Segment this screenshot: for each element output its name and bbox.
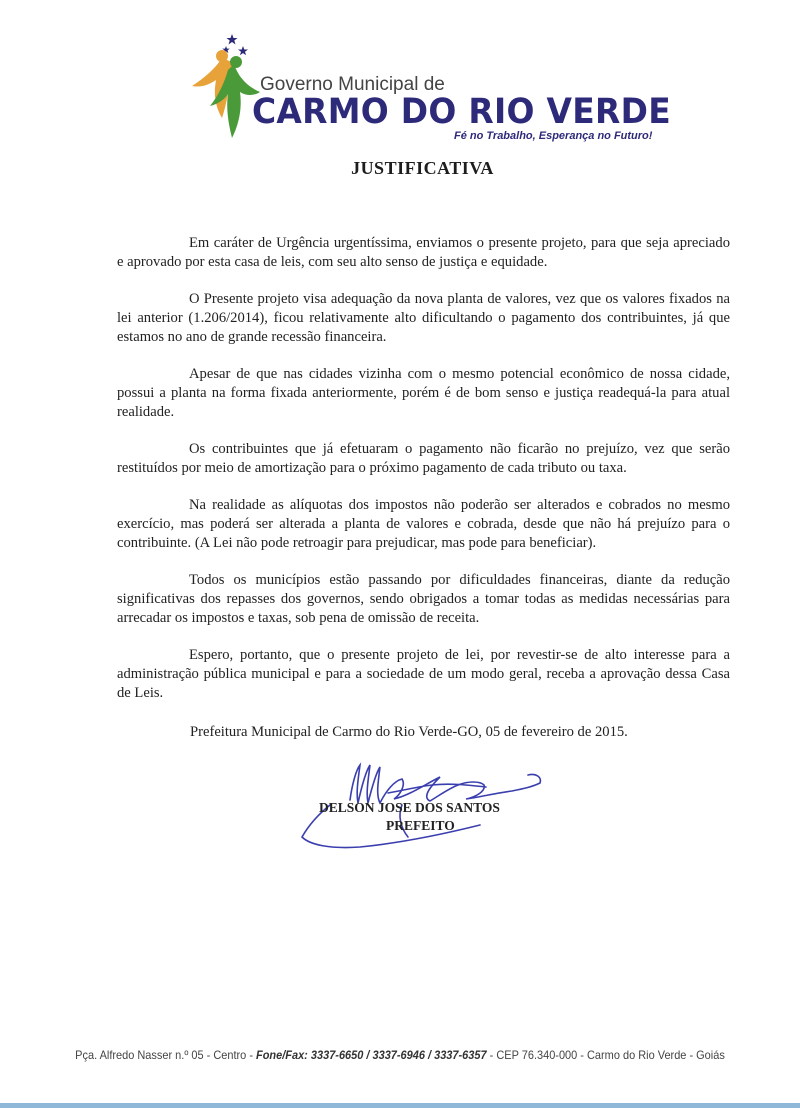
footer-cep-city: - CEP 76.340-000 - Carmo do Rio Verde - Goiás bbox=[486, 1048, 725, 1062]
signatory-name: DELSON JOSE DOS SANTOS bbox=[319, 800, 500, 815]
paragraph: Os contribuintes que já efetuaram o pagamento não ficarão no prejuízo, vez que serão restituídos por meio de amortização para o próximo pagamento de cada tributo ou taxa. bbox=[117, 441, 730, 476]
logo-slogan: Fé no Trabalho, Esperança no Futuro! bbox=[454, 130, 653, 142]
document-body bbox=[117, 234, 730, 721]
paragraph: Apesar de que nas cidades vizinha com o mesmo potencial econômico de nossa cidade, possui a planta na forma fixada anteriormente, porém é de bom senso e justiça readequá-la para atual realidade. bbox=[117, 366, 730, 420]
date-location-line: Prefeitura Municipal de Carmo do Rio Verde-GO, 05 de fevereiro de 2015. bbox=[190, 724, 628, 740]
paragraph: Todos os municípios estão passando por dificuldades financeiras, diante da redução significativas dos repasses dos governos, sendo obrigados a tomar todas as medidas necessárias para arrecadar os impostos e taxas, sob pena de omissão de receita. bbox=[117, 572, 730, 626]
paragraph: O Presente projeto visa adequação da nova planta de valores, vez que os valores fixados na lei anterior (1.206/2014), ficou relativamente alto dificultando o pagamento dos contribuintes, já que estamos no ano de grande recessão financeira. bbox=[117, 291, 730, 345]
footer-street: Pça. Alfredo Nasser n.º 05 - Centro - bbox=[75, 1048, 257, 1062]
municipal-logo bbox=[186, 30, 671, 150]
signatory-role: PREFEITO bbox=[386, 818, 455, 833]
paragraph: Em caráter de Urgência urgentíssima, enviamos o presente projeto, para que seja apreciado e aprovado por esta casa de leis, com seu alto senso de justiça e equidade. bbox=[117, 235, 730, 270]
logo-government-label: Governo Municipal de bbox=[260, 74, 445, 95]
paragraph: Espero, portanto, que o presente projeto de lei, por revestir-se de alto interesse para a administração pública municipal e para a sociedade de um modo geral, receba a aprovação dessa Casa de Leis. bbox=[117, 647, 730, 701]
paragraph: Na realidade as alíquotas dos impostos não poderão ser alterados e cobrados no mesmo exercício, mas poderá ser alterada a planta de valores e cobrada, desde que não há prejuízo para o contribuinte. (A Lei não pode retroagir para prejudicar, mas pode para beneficiar). bbox=[117, 497, 730, 551]
bottom-edge-strip bbox=[0, 1103, 800, 1108]
footer-phones: Fone/Fax: 3337-6650 / 3337-6946 / 3337-6357 bbox=[256, 1048, 487, 1062]
footer-address bbox=[28, 1048, 772, 1062]
document-title: JUSTIFICATIVA bbox=[351, 158, 494, 178]
logo-city-name: CARMO DO RIO VERDE bbox=[252, 92, 671, 132]
